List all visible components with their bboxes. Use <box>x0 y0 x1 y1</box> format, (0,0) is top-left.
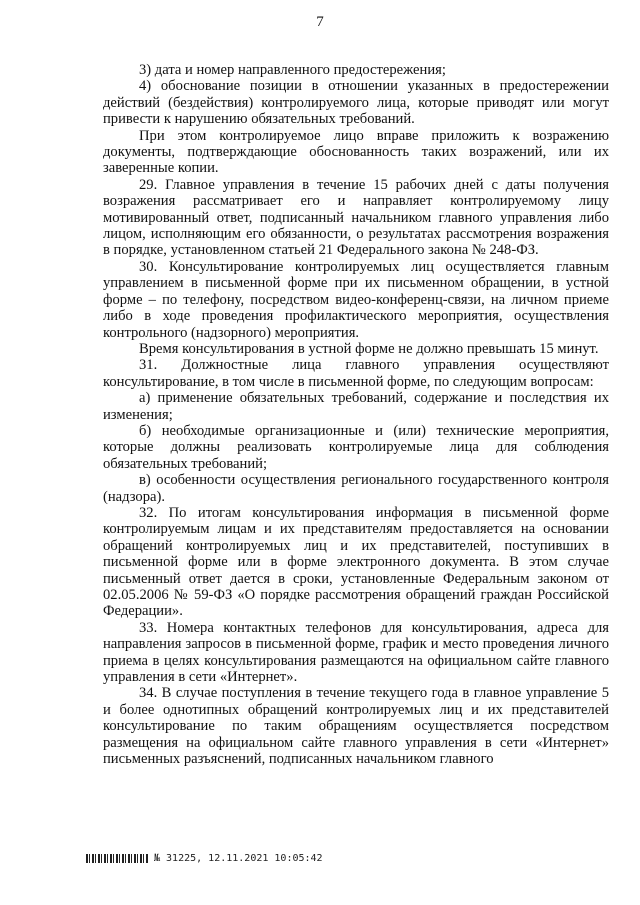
registration-number: № 31225, 12.11.2021 10:05:42 <box>154 853 323 864</box>
paragraph: в) особенности осуществления регионального государственного контроля (надзора). <box>103 472 609 505</box>
paragraph: 3) дата и номер направленного предостережения; <box>139 62 446 78</box>
paragraph: а) применение обязательных требований, содержание и последствия их изменения; <box>103 390 609 423</box>
paragraph: При этом контролируемое лицо вправе приложить к возражению документы, подтверждающие обоснованность таких возражений, или их заверенные копии. <box>103 127 609 177</box>
barcode-stamp <box>86 854 148 863</box>
paragraph: 34. В случае поступления в течение текущего года в главное управление 5 и более однотипных обращений контролируемых лиц и их представителей консультирование по таким обращениям осуществляется посредством размещения на официальном сайте главного управления в сети «Интернет» письменных разъяснений, подписанных начальником главного <box>103 685 609 768</box>
paragraph: 4) обоснование позиции в отношении указанных в предостережении действий (бездействия) контролируемого лица, которые приводят или могут привести к нарушению обязательных требований. <box>103 78 609 128</box>
paragraph: 31. Должностные лица главного управления осуществляют консультирование, в том числе в письменной форме, по следующим вопросам: <box>103 357 609 390</box>
paragraph: 30. Консультирование контролируемых лиц осуществляется главным управлением в письменной форме при их письменном обращении, в устной форме – по телефону, посредством видео-конференц-связи, на личном приеме либо в ходе проведения профилактического мероприятия, осуществления контрольного (надзорного) мероприятия. <box>103 258 609 341</box>
paragraph: б) необходимые организационные и (или) технические мероприятия, которые должны реализовать контролируемые лица для соблюдения обязательных требований; <box>103 422 609 472</box>
registration-footer <box>86 852 606 865</box>
page-number: 7 <box>316 14 324 30</box>
paragraph: Время консультирования в устной форме не должно превышать 15 минут. <box>139 340 599 357</box>
paragraph: 33. Номера контактных телефонов для консультирования, адреса для направления запросов в письменной форме, график и место проведения личного приема в целях консультирования размещаются на официальном сайте главного управления в сети «Интернет». <box>103 619 609 686</box>
paragraph: 29. Главное управления в течение 15 рабочих дней с даты получения возражения рассматривает его и направляет контролируемому лицу мотивированный ответ, подписанный начальником главного управления либо лицом, исполняющим его обязанности, о результатах рассмотрения возражения в порядке, установленном статьей 21 Федерального закона № 248-ФЗ. <box>103 176 609 259</box>
paragraph: 32. По итогам консультирования информация в письменной форме контролируемым лицам и их представителям предоставляется на основании обращений контролируемых лиц и их представителей, поступивших в письменной форме или в форме электронного документа. В этом случае письменный ответ дается в сроки, установленные Федеральным законом от 02.05.2006 № 59-ФЗ «О порядке рассмотрения обращений граждан Российской Федерации». <box>103 504 609 620</box>
document-body <box>103 62 609 767</box>
